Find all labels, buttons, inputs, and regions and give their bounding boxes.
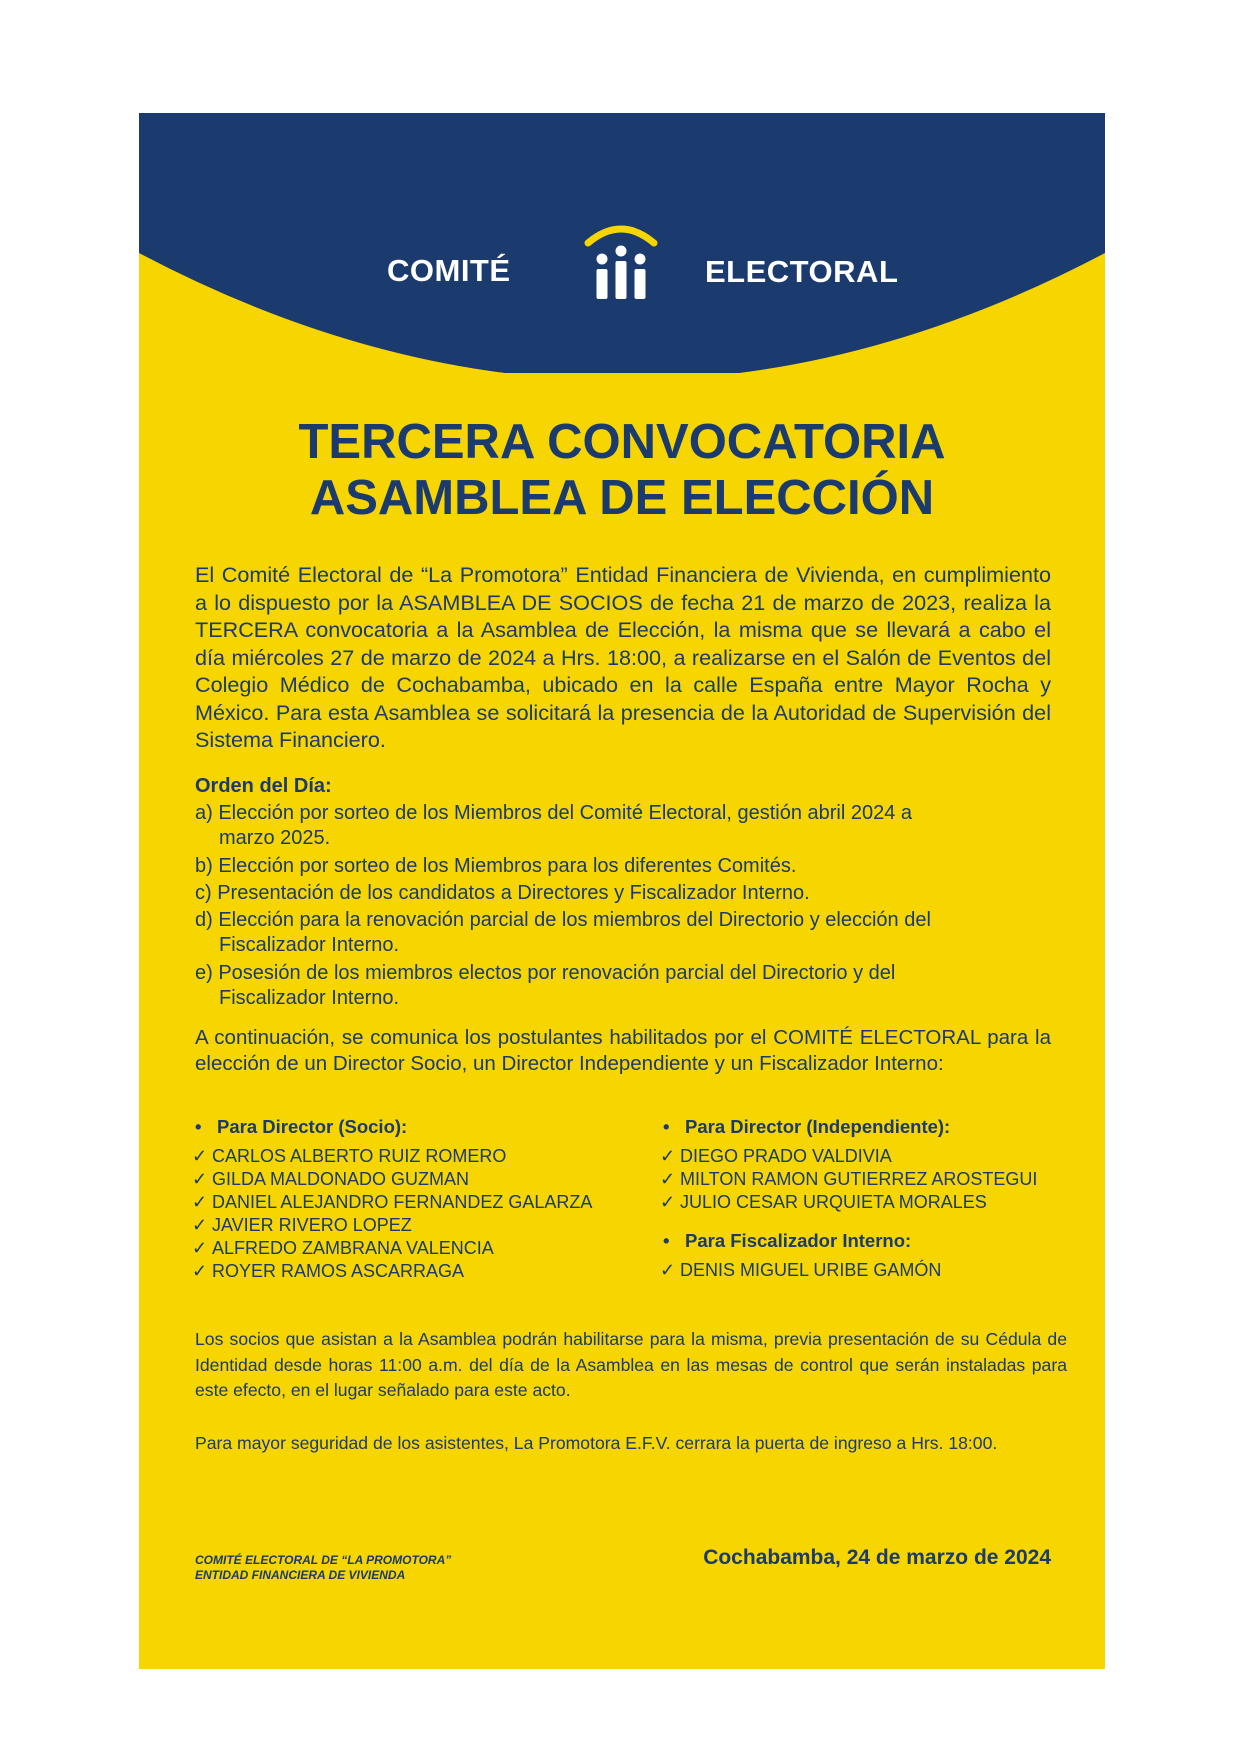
candidate-item [192, 1168, 469, 1191]
bullet-icon: • [195, 1116, 202, 1137]
candidate-name: CARLOS ALBERTO RUIZ ROMERO [212, 1146, 507, 1166]
check-icon: ✓ [192, 1146, 208, 1166]
candidate-name: JAVIER RIVERO LOPEZ [212, 1215, 412, 1235]
candidate-item [660, 1259, 941, 1282]
agenda-item-text: e) Posesión de los miembros electos por renovación parcial del Directorio y del [195, 962, 896, 984]
candidate-name: DANIEL ALEJANDRO FERNANDEZ GALARZA [212, 1192, 593, 1212]
candidate-name: DIEGO PRADO VALDIVIA [680, 1146, 892, 1166]
candidates-intro: A continuación, se comunica los postulantes habilitados por el COMITÉ ELECTORAL para la elección de un Director Socio, un Director Independiente y un Fiscalizador Interno: [195, 1026, 1051, 1075]
signature-line: ENTIDAD FINANCIERA DE VIVIENDA [195, 1568, 406, 1582]
agenda-item-text: b) Elección por sorteo de los Miembros para los diferentes Comités. [195, 855, 797, 877]
agenda-item-continuation: Fiscalizador Interno. [219, 934, 400, 956]
candidate-name: GILDA MALDONADO GUZMAN [212, 1169, 470, 1189]
check-icon: ✓ [660, 1169, 676, 1189]
agenda-item [195, 961, 995, 1011]
title-line-1: TERCERA CONVOCATORIA [298, 415, 946, 469]
check-icon: ✓ [660, 1192, 676, 1212]
check-icon: ✓ [192, 1192, 208, 1212]
bullet-icon: • [663, 1230, 670, 1251]
candidate-item [660, 1168, 1037, 1191]
candidate-name: DENIS MIGUEL URIBE GAMÓN [680, 1260, 942, 1280]
check-icon: ✓ [660, 1260, 676, 1280]
candidate-name: ALFREDO ZAMBRANA VALENCIA [212, 1238, 494, 1258]
security-note: Para mayor seguridad de los asistentes, La Promotora E.F.V. cerrara la puerta de ingreso a Hrs. 18:00. [195, 1433, 998, 1453]
check-icon: ✓ [192, 1238, 208, 1258]
signature-block [195, 1553, 451, 1583]
poster [139, 113, 1105, 1669]
agenda-title: Orden del Día: [195, 775, 332, 797]
candidate-item [192, 1260, 464, 1283]
agenda-item-continuation: marzo 2025. [219, 827, 331, 849]
agenda-item [195, 881, 995, 906]
registration-note: Los socios que asistan a la Asamblea podrán habilitarse para la misma, previa presentación de su Cédula de Identidad desde horas 11:00 a.m. del día de la Asamblea en las mesas de control que serán instaladas para este efecto, en el lugar señalado para este acto. [195, 1329, 1067, 1400]
title-line-2: ASAMBLEA DE ELECCIÓN [309, 471, 935, 525]
category-independiente [663, 1116, 950, 1138]
category-label: Para Fiscalizador Interno: [685, 1230, 912, 1251]
candidate-item [192, 1145, 506, 1168]
category-socio [195, 1116, 407, 1138]
category-label: Para Director (Independiente): [685, 1116, 951, 1137]
intro-paragraph: El Comité Electoral de “La Promotora” Entidad Financiera de Vivienda, en cumplimiento a lo dispuesto por la ASAMBLEA DE SOCIOS de fecha 21 de marzo de 2023, realiza la TERCERA convocatoria a la Asamblea de Elección, la misma que se llevará a cabo el día miércoles 27 de marzo de 2024 a Hrs. 18:00, a realizarse en el Salón de Eventos del Colegio Médico de Cochabamba, ubicado en la calle España entre Mayor Rocha y México. Para esta Asamblea se solicitará la presencia de la Autoridad de Supervisión del Sistema Financiero. [195, 562, 1051, 752]
check-icon: ✓ [660, 1146, 676, 1166]
candidate-name: ROYER RAMOS ASCARRAGA [212, 1261, 465, 1281]
agenda-item [195, 908, 995, 958]
bullet-icon: • [663, 1116, 670, 1137]
candidate-name: MILTON RAMON GUTIERREZ AROSTEGUI [680, 1169, 1038, 1189]
check-icon: ✓ [192, 1169, 208, 1189]
candidate-item [660, 1145, 892, 1168]
check-icon: ✓ [192, 1215, 208, 1235]
agenda-item-continuation: Fiscalizador Interno. [219, 987, 400, 1009]
candidate-name: JULIO CESAR URQUIETA MORALES [680, 1192, 987, 1212]
agenda-item [195, 801, 995, 851]
category-label: Para Director (Socio): [217, 1116, 408, 1137]
house-columns-icon [583, 217, 659, 301]
check-icon: ✓ [192, 1261, 208, 1281]
candidate-item [192, 1237, 494, 1260]
candidate-item [192, 1214, 412, 1237]
header-right-word: ELECTORAL [705, 254, 899, 289]
agenda-item-text: a) Elección por sorteo de los Miembros del Comité Electoral, gestión abril 2024 a [195, 802, 913, 824]
signature-line: COMITÉ ELECTORAL DE “LA PROMOTORA” [195, 1553, 452, 1567]
agenda-item-text: d) Elección para la renovación parcial de los miembros del Directorio y elección del [195, 909, 931, 931]
agenda-item-text: c) Presentación de los candidatos a Directores y Fiscalizador Interno. [195, 882, 810, 904]
header-left-word: COMITÉ [387, 253, 511, 288]
category-fiscalizador [663, 1230, 911, 1252]
place-date: Cochabamba, 24 de marzo de 2024 [703, 1546, 1051, 1569]
candidate-item [192, 1191, 592, 1214]
agenda-item [195, 854, 995, 879]
candidate-item [660, 1191, 987, 1214]
